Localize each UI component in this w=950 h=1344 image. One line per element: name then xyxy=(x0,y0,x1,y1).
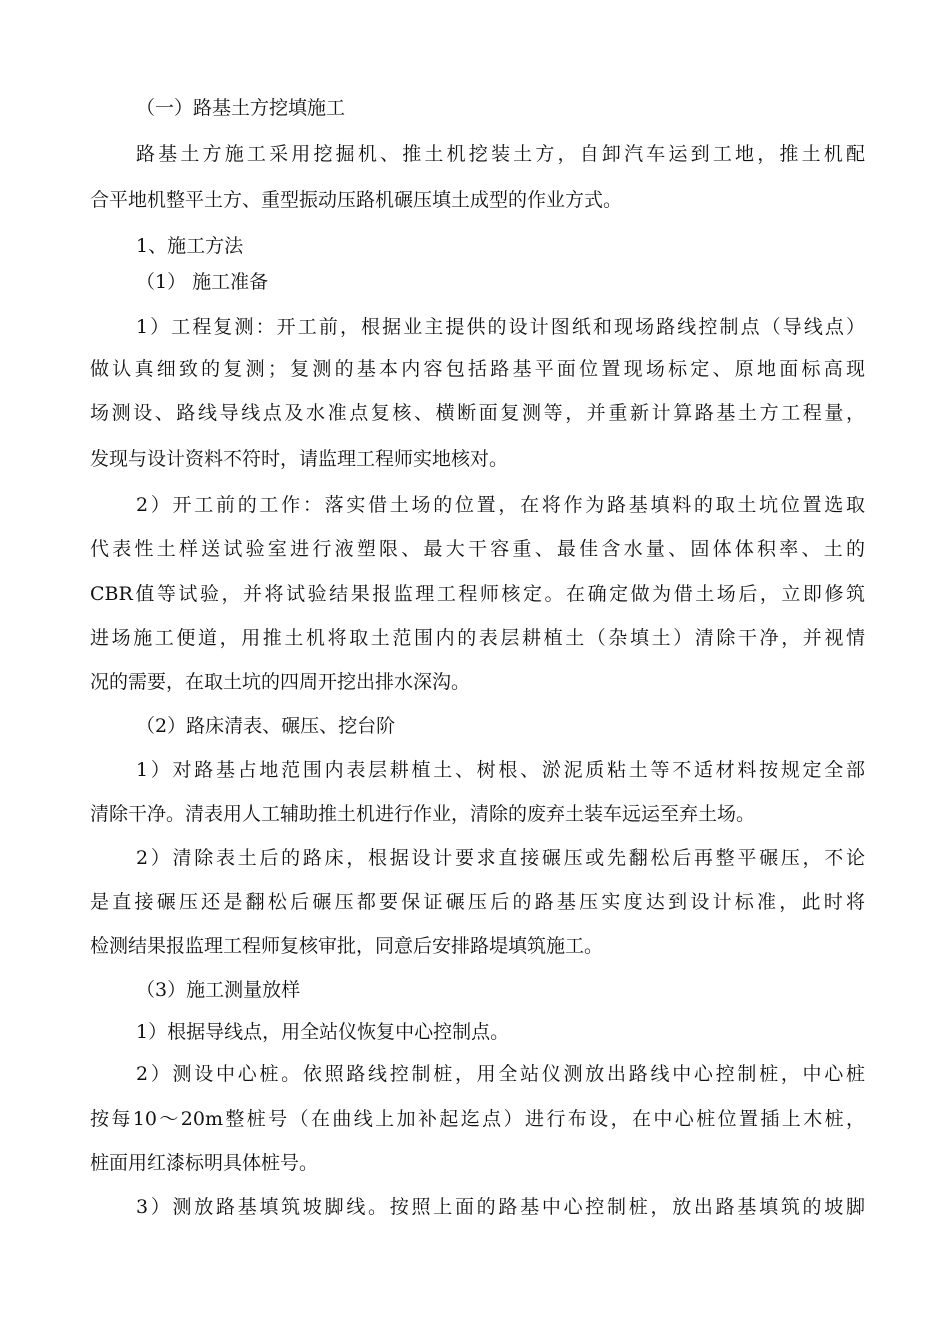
subsection-heading: 1、施工方法 xyxy=(136,235,244,257)
paragraph-line: 清除干净。清表用人工辅助推土机进行作业，清除的废弃土装车远运至弃土场。 xyxy=(90,803,756,825)
paragraph-line: CBR值等试验，并将试验结果报监理工程师核定。在确定做为借土场后，立即修筑 xyxy=(90,583,865,605)
paragraph-line: 2）测设中心桩。依照路线控制桩，用全站仪测放出路线中心控制桩，中心桩 xyxy=(136,1063,865,1085)
paragraph-line: 合平地机整平土方、重型振动压路机碾压填土成型的作业方式。 xyxy=(90,189,623,211)
paragraph-line: 2）清除表土后的路床，根据设计要求直接碾压或先翻松后再整平碾压，不论 xyxy=(136,847,865,869)
subsection-heading: （1） 施工准备 xyxy=(136,271,269,293)
paragraph-line: 检测结果报监理工程师复核审批，同意后安排路堤填筑施工。 xyxy=(90,935,604,957)
paragraph-line: 3）测放路基填筑坡脚线。按照上面的路基中心控制桩，放出路基填筑的坡脚 xyxy=(136,1196,865,1218)
paragraph-line: 1）工程复测：开工前，根据业主提供的设计图纸和现场路线控制点（导线点） xyxy=(136,316,865,338)
paragraph-line: 代表性土样送试验室进行液塑限、最大干容重、最佳含水量、固体体积率、土的 xyxy=(90,538,865,560)
paragraph-line: 做认真细致的复测；复测的基本内容包括路基平面位置现场标定、原地面标高现 xyxy=(90,358,865,380)
section-heading: （一）路基土方挖填施工 xyxy=(136,97,346,119)
paragraph-line: 况的需要，在取土坑的四周开挖出排水深沟。 xyxy=(90,671,471,693)
paragraph-line: 路基土方施工采用挖掘机、推土机挖装土方，自卸汽车运到工地，推土机配 xyxy=(136,143,865,165)
subsection-heading: （3）施工测量放样 xyxy=(136,979,301,1001)
subsection-heading: （2）路床清表、碾压、挖台阶 xyxy=(136,715,396,737)
paragraph-line: 发现与设计资料不符时，请监理工程师实地核对。 xyxy=(90,448,509,470)
paragraph-line: 场测设、路线导线点及水准点复核、横断面复测等，并重新计算路基土方工程量， xyxy=(90,402,865,424)
paragraph-line: 按每10～20m整桩号（在曲线上加补起迄点）进行布设，在中心桩位置插上木桩， xyxy=(90,1108,865,1130)
paragraph-line: 是直接碾压还是翻松后碾压都要保证碾压后的路基压实度达到设计标准，此时将 xyxy=(90,891,865,913)
paragraph-line: 1）根据导线点，用全站仪恢复中心控制点。 xyxy=(136,1021,510,1043)
paragraph-line: 1）对路基占地范围内表层耕植土、树根、淤泥质粘土等不适材料按规定全部 xyxy=(136,759,865,781)
paragraph-line: 进场施工便道，用推土机将取土范围内的表层耕植土（杂填土）清除干净，并视情 xyxy=(90,627,865,649)
paragraph-line: 2）开工前的工作：落实借土场的位置，在将作为路基填料的取土坑位置选取 xyxy=(136,494,865,516)
paragraph-line: 桩面用红漆标明具体桩号。 xyxy=(90,1152,319,1174)
